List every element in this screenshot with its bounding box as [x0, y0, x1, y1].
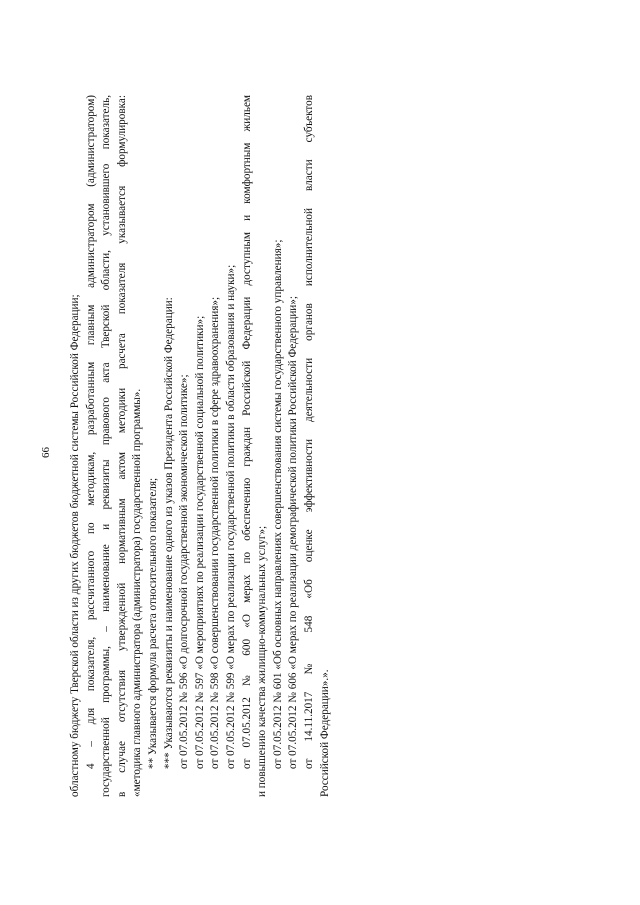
text-line: от 07.05.2012 № 600 «О мерах по обеспечению граждан Российской Федерации доступным и комфортным жильем	[240, 95, 253, 769]
text-line: и повышению качества жилищно-коммунальных услуг»;	[256, 525, 269, 797]
text-line: ** Указывается формула расчета относительного показателя;	[146, 477, 159, 769]
text-line: в случае отсутствия утвержденной нормативным актом методики расчета показателя указывается формулировка:	[115, 95, 128, 797]
text-line: от 07.05.2012 № 597 «О мероприятиях по реализации государственной социальной политики»;	[193, 315, 206, 769]
text-line: 4 – для показателя, рассчитанного по методикам, разработанным главным администратором (администратором)	[84, 95, 97, 769]
text-line: от 07.05.2012 № 601 «Об основных направлениях совершенствования системы государственного управления»;	[271, 239, 284, 769]
text-line: областному бюджету Тверской области из других бюджетов бюджетной системы Российской Федерации;	[69, 294, 81, 797]
text-line: от 07.05.2012 № 598 «О совершенствовании государственной политики в сфере здравоохранения»;	[209, 296, 222, 769]
body-text	[68, 95, 333, 797]
text-line: *** Указываются реквизиты и наименование одного из указов Президента Российской Федерации:	[162, 297, 175, 769]
text-line: от 07.05.2012 № 596 «О долгосрочной государственной экономической политике»;	[178, 374, 191, 769]
text-line: государственной программы, – наименование и реквизиты правового акта Тверской области, установившего показатель,	[100, 95, 113, 797]
text-line: от 07.05.2012 № 606 «О мерах по реализации демографической политики Российской Федерации»;	[287, 296, 300, 769]
text-line: Российской Федерации».».	[318, 669, 331, 797]
text-line: «методика главного администратора (администратора) государственной программы».	[131, 388, 144, 797]
text-line: от 14.11.2017 № 548 «Об оценке эффективности деятельности органов исполнительной власти субъектов	[302, 95, 315, 769]
page-number: 66	[40, 447, 52, 458]
text-line: от 07.05.2012 № 599 «О мерах по реализации государственной политики в области образования и науки»;	[224, 264, 237, 769]
